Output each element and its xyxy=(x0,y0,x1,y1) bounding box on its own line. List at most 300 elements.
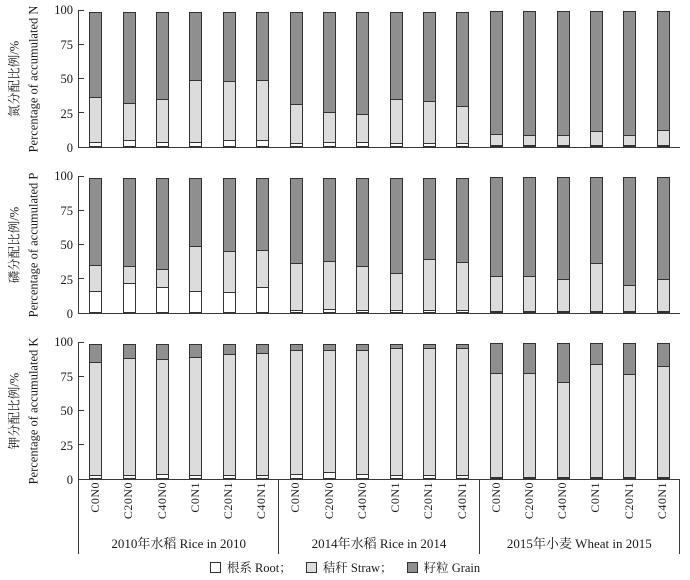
stacked-bar xyxy=(323,342,336,479)
bar-cell xyxy=(613,10,646,147)
y-tick-label: 0 xyxy=(66,307,73,321)
x-tick-label: C0N0 xyxy=(288,482,303,513)
bar-segment-root xyxy=(423,143,436,147)
bar-segment-root xyxy=(590,477,603,479)
group-label: 2015年小麦 Wheat in 2015 xyxy=(506,535,652,551)
bar-segment-straw xyxy=(156,99,169,143)
bar-cell xyxy=(179,10,212,147)
bar-cell xyxy=(146,10,179,147)
bar-segment-root xyxy=(456,475,469,479)
x-axis-footer xyxy=(0,480,690,554)
bar-segment-grain xyxy=(156,12,169,100)
legend-item-root xyxy=(210,558,292,576)
stacked-bar xyxy=(89,10,102,147)
stacked-bar xyxy=(590,176,603,313)
bar-segment-straw xyxy=(223,354,236,476)
bar-group xyxy=(480,342,680,479)
bar-segment-straw xyxy=(590,131,603,146)
footer-group xyxy=(79,480,279,554)
bar-segment-grain xyxy=(156,344,169,360)
bar-cell xyxy=(546,342,579,479)
x-tick-label: C20N0 xyxy=(321,482,336,520)
bar-segment-root xyxy=(290,143,303,147)
x-tick-cell xyxy=(480,480,513,530)
stacked-bar xyxy=(590,342,603,479)
bar-segment-grain xyxy=(423,12,436,102)
y-axis-label-en: Percentage of accumulated N xyxy=(27,5,41,153)
bar-cell xyxy=(513,342,546,479)
stacked-bar xyxy=(156,176,169,313)
y-tick-mark xyxy=(79,112,84,113)
stacked-bar xyxy=(557,176,570,313)
x-tick-label: C20N1 xyxy=(220,482,235,520)
bar-group xyxy=(79,342,279,479)
bar-segment-straw xyxy=(123,103,136,141)
y-axis-label-k xyxy=(2,337,48,485)
x-tick-label: C0N1 xyxy=(388,482,403,513)
y-tick-labels xyxy=(48,3,78,155)
panel-potassium xyxy=(2,335,680,487)
bar-segment-grain xyxy=(557,11,570,136)
bar-cell xyxy=(380,176,413,313)
bar-segment-straw xyxy=(323,261,336,310)
x-tick-label: C0N1 xyxy=(187,482,202,513)
footer-group xyxy=(279,480,479,554)
bar-segment-grain xyxy=(490,11,503,134)
legend-label: 秸秆 Straw； xyxy=(322,561,393,575)
x-tick-label: C0N0 xyxy=(88,482,103,513)
bar-cell xyxy=(79,176,112,313)
bar-segment-straw xyxy=(89,362,102,476)
bar-cell xyxy=(146,342,179,479)
x-tick-cell xyxy=(79,480,112,530)
bar-segment-straw xyxy=(557,279,570,312)
x-tick-cell xyxy=(112,480,145,530)
stacked-bar xyxy=(356,10,369,147)
footer-gutter xyxy=(2,480,78,554)
bar-segment-straw xyxy=(390,99,403,144)
bar-segment-straw xyxy=(189,80,202,143)
bar-segment-straw xyxy=(490,276,503,312)
bar-segment-straw xyxy=(290,104,303,144)
y-axis-label-en: Percentage of accumulated P xyxy=(27,172,41,318)
bar-segment-grain xyxy=(590,177,603,263)
stacked-bar xyxy=(256,176,269,313)
bar-segment-root xyxy=(290,474,303,479)
x-tick-cell xyxy=(613,480,646,530)
bar-cell xyxy=(647,176,680,313)
x-tick-cell xyxy=(245,480,278,530)
bar-segment-root xyxy=(557,477,570,479)
bar-cell xyxy=(380,10,413,147)
bar-cell xyxy=(313,10,346,147)
stacked-bar xyxy=(456,10,469,147)
bar-cell xyxy=(346,176,379,313)
y-tick-label: 100 xyxy=(54,335,73,349)
x-tick-label: C40N0 xyxy=(154,482,169,520)
bar-segment-root xyxy=(123,140,136,147)
bar-segment-grain xyxy=(523,177,536,277)
stacked-bar xyxy=(89,176,102,313)
bar-cell xyxy=(446,10,479,147)
bar-segment-straw xyxy=(256,353,269,476)
bar-segment-root xyxy=(356,142,369,147)
bar-segment-root xyxy=(523,311,536,313)
y-axis-label-cn: 氮分配比例/% xyxy=(7,40,22,118)
stacked-bar xyxy=(390,10,403,147)
stacked-bar xyxy=(290,10,303,147)
bar-segment-root xyxy=(123,475,136,479)
bar-segment-grain xyxy=(423,178,436,260)
bar-segment-straw xyxy=(323,112,336,142)
bar-group xyxy=(279,176,479,313)
bar-segment-grain xyxy=(456,12,469,107)
bar-segment-straw xyxy=(657,366,670,478)
bar-segment-root xyxy=(156,142,169,147)
stacked-bar xyxy=(657,176,670,313)
bar-group xyxy=(79,176,279,313)
x-tick-labels xyxy=(79,480,278,530)
bar-cell xyxy=(580,342,613,479)
y-tick-label: 25 xyxy=(60,438,73,453)
bar-segment-straw xyxy=(89,97,102,142)
stacked-bar xyxy=(89,342,102,479)
bar-segment-root xyxy=(623,145,636,147)
group-label: 2010年水稻 Rice in 2010 xyxy=(111,535,246,551)
stacked-bar xyxy=(156,10,169,147)
bar-group xyxy=(279,342,479,479)
stacked-bar xyxy=(356,342,369,479)
stacked-bar xyxy=(423,176,436,313)
x-tick-cell xyxy=(412,480,445,530)
x-tick-label: C20N1 xyxy=(621,482,636,520)
y-tick-label: 50 xyxy=(60,72,73,86)
bar-segment-grain xyxy=(590,343,603,365)
bar-cell xyxy=(480,176,513,313)
bar-segment-root xyxy=(356,474,369,479)
x-tick-label: C40N1 xyxy=(454,482,469,520)
x-tick-label: C20N1 xyxy=(421,482,436,520)
x-tick-cell xyxy=(346,480,379,530)
bar-segment-grain xyxy=(89,344,102,363)
bar-segment-grain xyxy=(189,12,202,81)
bar-cell xyxy=(79,10,112,147)
bar-group xyxy=(480,10,680,147)
bar-group xyxy=(79,10,279,147)
bar-segment-grain xyxy=(590,11,603,132)
bar-segment-root xyxy=(390,143,403,147)
stacked-bar xyxy=(123,176,136,313)
bar-segment-grain xyxy=(156,178,169,270)
bar-segment-straw xyxy=(390,348,403,475)
bar-cell xyxy=(112,10,145,147)
bar-segment-straw xyxy=(456,348,469,475)
x-tick-cell xyxy=(546,480,579,530)
bar-segment-root xyxy=(189,475,202,479)
stacked-bar xyxy=(189,342,202,479)
bar-cell xyxy=(279,10,312,147)
bar-segment-straw xyxy=(156,269,169,288)
bar-segment-root xyxy=(89,475,102,479)
legend-label: 籽粒 Grain xyxy=(423,561,481,575)
bar-segment-straw xyxy=(290,350,303,475)
bar-cell xyxy=(647,10,680,147)
bar-segment-straw xyxy=(256,250,269,288)
bar-segment-grain xyxy=(490,343,503,373)
bar-cell xyxy=(146,176,179,313)
stacked-bar xyxy=(523,342,536,479)
y-axis-label-cn: 钾分配比例/% xyxy=(7,372,22,450)
x-tick-label: C40N1 xyxy=(254,482,269,520)
bar-segment-root xyxy=(189,142,202,147)
y-tick-labels xyxy=(48,335,78,487)
bar-segment-grain xyxy=(390,12,403,100)
bar-segment-root xyxy=(323,472,336,479)
bar-segment-grain xyxy=(490,177,503,277)
bar-segment-straw xyxy=(590,364,603,478)
legend-swatch-root xyxy=(210,562,221,573)
bar-segment-straw xyxy=(657,279,670,312)
stacked-bar xyxy=(657,10,670,147)
x-tick-cell xyxy=(579,480,612,530)
stacked-bar xyxy=(290,342,303,479)
stacked-bar xyxy=(189,10,202,147)
bar-segment-root xyxy=(557,311,570,313)
bar-segment-straw xyxy=(89,265,102,292)
bar-cell xyxy=(79,342,112,479)
bar-segment-grain xyxy=(557,177,570,280)
x-tick-label: C20N0 xyxy=(121,482,136,520)
y-axis-label-text xyxy=(6,173,45,318)
y-tick-mark xyxy=(79,410,84,411)
bar-cell xyxy=(246,342,279,479)
x-tick-cell xyxy=(279,480,312,530)
bar-segment-straw xyxy=(657,130,670,146)
bar-segment-straw xyxy=(590,263,603,312)
bar-segment-grain xyxy=(290,12,303,105)
stacked-bar xyxy=(256,10,269,147)
bar-segment-grain xyxy=(123,12,136,104)
stacked-bar xyxy=(623,342,636,479)
bar-segment-straw xyxy=(623,374,636,478)
bar-cell xyxy=(413,10,446,147)
bar-cell xyxy=(513,176,546,313)
bar-segment-root xyxy=(223,292,236,313)
bar-segment-root xyxy=(456,310,469,313)
x-tick-cell xyxy=(379,480,412,530)
bar-segment-grain xyxy=(323,178,336,262)
bar-segment-root xyxy=(390,475,403,479)
bar-segment-straw xyxy=(123,266,136,284)
y-axis-label-p xyxy=(2,172,48,318)
plot-area-k xyxy=(78,342,680,480)
bar-segment-root xyxy=(323,309,336,313)
bar-segment-grain xyxy=(657,11,670,130)
bar-segment-root xyxy=(590,145,603,147)
bar-cell xyxy=(580,176,613,313)
stacked-bar xyxy=(223,176,236,313)
bar-segment-straw xyxy=(223,251,236,293)
bar-cell xyxy=(279,176,312,313)
bar-segment-grain xyxy=(623,11,636,136)
bar-segment-root xyxy=(590,311,603,313)
x-tick-labels xyxy=(480,480,679,530)
y-tick-mark xyxy=(79,376,84,377)
bar-segment-straw xyxy=(623,285,636,312)
bar-segment-straw xyxy=(523,373,536,478)
bar-segment-root xyxy=(189,291,202,313)
stacked-bar xyxy=(223,10,236,147)
y-axis-label-text xyxy=(6,338,45,485)
bar-segment-grain xyxy=(356,12,369,115)
bar-cell xyxy=(246,176,279,313)
stacked-bar xyxy=(557,10,570,147)
bar-cell xyxy=(446,176,479,313)
bar-segment-grain xyxy=(256,12,269,81)
bar-segment-straw xyxy=(356,350,369,475)
bar-cell xyxy=(179,176,212,313)
stacked-bar xyxy=(523,176,536,313)
bar-cell xyxy=(213,342,246,479)
bar-segment-root xyxy=(89,142,102,147)
footer-group xyxy=(480,480,680,554)
stacked-bar xyxy=(123,10,136,147)
bar-cell xyxy=(647,342,680,479)
bar-group xyxy=(279,10,479,147)
x-tick-cell xyxy=(179,480,212,530)
bar-segment-grain xyxy=(523,11,536,136)
bar-segment-root xyxy=(390,310,403,313)
bar-cell xyxy=(480,342,513,479)
bar-segment-root xyxy=(490,477,503,479)
bar-cell xyxy=(613,176,646,313)
bar-segment-root xyxy=(657,311,670,313)
y-tick-label: 0 xyxy=(66,473,73,487)
stacked-bar xyxy=(323,10,336,147)
bar-segment-root xyxy=(89,291,102,313)
bar-cell xyxy=(380,342,413,479)
legend-item-straw xyxy=(306,558,393,576)
stacked-bar xyxy=(390,342,403,479)
bar-segment-root xyxy=(356,310,369,313)
y-axis-label-cn: 磷分配比例/% xyxy=(7,206,22,284)
x-tick-label: C20N0 xyxy=(521,482,536,520)
y-tick-mark xyxy=(79,342,84,343)
bar-segment-grain xyxy=(356,178,369,267)
stacked-bar xyxy=(523,10,536,147)
y-tick-mark xyxy=(79,278,84,279)
y-tick-label: 100 xyxy=(54,3,73,17)
x-tick-cell xyxy=(445,480,478,530)
y-tick-label: 100 xyxy=(54,169,73,183)
bar-segment-root xyxy=(623,311,636,313)
stacked-bar xyxy=(557,342,570,479)
footer-groups xyxy=(78,480,680,554)
x-tick-cell xyxy=(313,480,346,530)
stacked-bar xyxy=(490,342,503,479)
bar-segment-straw xyxy=(189,246,202,293)
y-tick-label: 75 xyxy=(60,369,73,384)
stacked-bar xyxy=(456,342,469,479)
bar-segment-straw xyxy=(323,350,336,473)
bar-segment-grain xyxy=(323,12,336,113)
stacked-bar xyxy=(290,176,303,313)
bar-segment-root xyxy=(657,477,670,479)
stacked-bar xyxy=(590,10,603,147)
bar-segment-grain xyxy=(89,178,102,266)
x-tick-cell xyxy=(212,480,245,530)
bar-cell xyxy=(313,342,346,479)
x-tick-label: C40N1 xyxy=(654,482,669,520)
bar-segment-grain xyxy=(390,178,403,274)
bar-segment-root xyxy=(256,140,269,147)
bar-segment-root xyxy=(323,142,336,147)
bar-segment-grain xyxy=(456,178,469,263)
y-tick-label: 0 xyxy=(66,141,73,155)
bar-segment-root xyxy=(156,474,169,479)
y-tick-label: 25 xyxy=(60,272,73,287)
bar-segment-straw xyxy=(456,106,469,144)
bar-segment-grain xyxy=(123,178,136,267)
stacked-bar xyxy=(423,342,436,479)
x-tick-cell xyxy=(513,480,546,530)
x-tick-label: C0N0 xyxy=(488,482,503,513)
bar-cell xyxy=(112,176,145,313)
bar-segment-root xyxy=(623,477,636,479)
y-tick-label: 50 xyxy=(60,404,73,418)
stacked-bar xyxy=(223,342,236,479)
bar-segment-root xyxy=(223,140,236,147)
bar-segment-straw xyxy=(256,80,269,142)
bar-segment-root xyxy=(223,475,236,479)
stacked-bar xyxy=(156,342,169,479)
bar-cell xyxy=(213,176,246,313)
y-tick-label: 75 xyxy=(60,203,73,218)
bar-segment-grain xyxy=(290,178,303,264)
bar-segment-straw xyxy=(223,81,236,141)
bar-segment-root xyxy=(123,283,136,313)
bar-segment-straw xyxy=(423,101,436,143)
y-tick-mark xyxy=(79,244,84,245)
y-tick-label: 50 xyxy=(60,238,73,252)
stacked-bar xyxy=(123,342,136,479)
bar-segment-straw xyxy=(123,358,136,476)
bar-segment-root xyxy=(423,310,436,313)
bar-segment-straw xyxy=(189,357,202,476)
plot-area-n xyxy=(78,10,680,148)
bar-segment-straw xyxy=(490,373,503,478)
panel-phosphorus xyxy=(2,169,680,321)
y-axis-label-n xyxy=(2,5,48,153)
stacked-bar xyxy=(356,176,369,313)
bar-segment-grain xyxy=(223,12,236,82)
group-label: 2014年水稻 Rice in 2014 xyxy=(311,535,447,551)
bar-cell xyxy=(480,10,513,147)
bar-segment-straw xyxy=(423,348,436,475)
bar-segment-root xyxy=(256,287,269,313)
stacked-bar xyxy=(623,10,636,147)
bar-segment-root xyxy=(456,143,469,147)
y-tick-label: 75 xyxy=(60,37,73,52)
bar-segment-root xyxy=(490,311,503,313)
bar-segment-grain xyxy=(123,344,136,359)
bar-segment-root xyxy=(523,477,536,479)
bar-segment-straw xyxy=(423,259,436,311)
bar-segment-grain xyxy=(256,178,269,251)
x-tick-label: C40N0 xyxy=(555,482,570,520)
bar-segment-root xyxy=(256,475,269,479)
stacked-bar xyxy=(657,342,670,479)
